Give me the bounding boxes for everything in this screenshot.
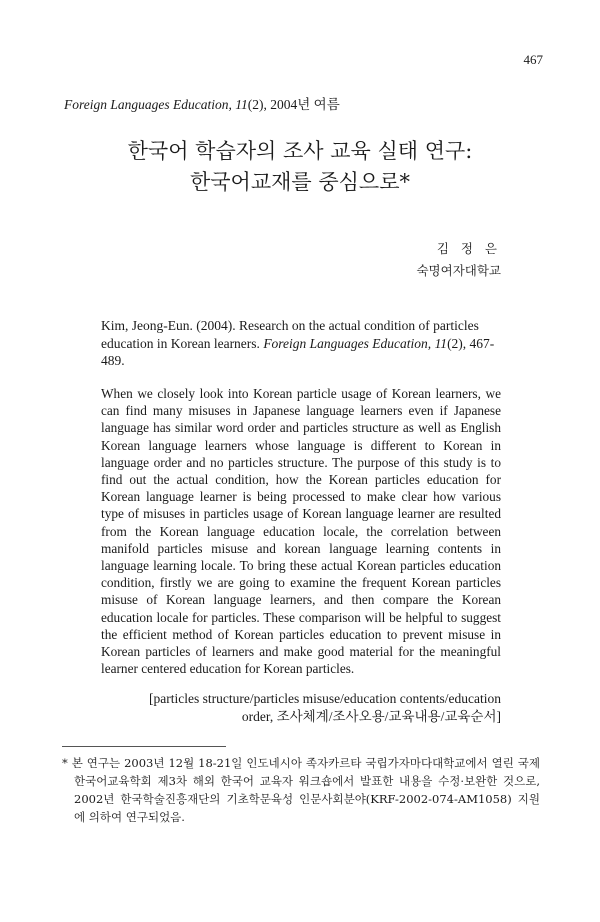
- citation: [101, 317, 501, 370]
- title-line-1: 한국어 학습자의 조사 교육 실태 연구:: [127, 139, 473, 163]
- keywords-line-1: [particles structure/particles misuse/education contents/education: [148, 691, 501, 706]
- citation-suffix: (2), 467-489.: [101, 335, 495, 368]
- title-line-2: 한국어교재를 중심으로*: [189, 170, 411, 194]
- citation-journal: Foreign Languages Education,: [263, 335, 432, 351]
- journal-issue-year: (2), 2004년 여름: [247, 97, 340, 112]
- footnote: * 본 연구는 2003년 12월 18-21일 인도네시아 족자카르타 국립가자마다대학교에서 열린 국제 한국어교육학회 제3차 해외 한국어 교육자 워크숍에서 발표한 내용을 수정·보완한 것으로, 2002년 한국학술진흥재단의 기초학문육성 인문사회분야(KRF-2002-074-AM1058) 지원에 의하여 연구되었음.: [62, 756, 540, 824]
- footnote-divider: [62, 746, 226, 747]
- author-block: [416, 238, 501, 282]
- abstract: When we closely look into Korean particle usage of Korean learners, we can find many misuses in Japanese language learners even if Japanese language has similar word order and particles structure as well as English Korean language learners whose language is different to Korean in language order and no particles structure. The purpose of this study is to find out the actual condition, how the Korean particles education for Korean language learner is being processed to make clear how various type of misuses in particles usage of Korean language learner are resulted from the Korean language education locale, the correlation between manifold particles misuse and korean language learning contents in language learning locale. To bring these actual Korean particles education condition, firstly we are going to examine the frequent Korean particles misuse of Korean language learners, and then compare the Korean education locale for particles. These comparison will be helpful to suggest the efficient method of Korean particles education to prevent misuse in Korean particles of learners and make good material for the meaningful learner centered education for Korean particles.: [101, 386, 501, 677]
- author-affiliation: 숙명여자대학교: [416, 263, 501, 278]
- citation-volume: 11: [434, 335, 448, 351]
- paper-title: [0, 136, 600, 198]
- page-number: 467: [523, 52, 543, 67]
- running-head: [64, 93, 340, 113]
- journal-name: Foreign Languages Education,: [64, 97, 232, 112]
- journal-volume: 11: [235, 97, 248, 112]
- keywords-line-2: order, 조사체계/조사오용/교육내용/교육순서]: [241, 709, 501, 724]
- keywords: [101, 690, 501, 726]
- citation-prefix: Kim, Jeong-Eun. (2004). Research on the actual condition of particles education in Korean learners.: [101, 318, 479, 351]
- author-name: 김 정 은: [436, 241, 501, 256]
